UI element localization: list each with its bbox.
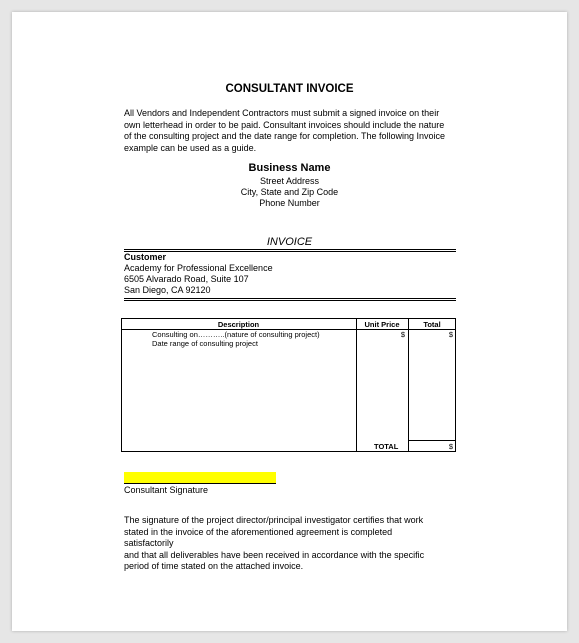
certification-paragraph [124, 515, 442, 573]
intro-line: of the consulting project and the date range for completion. The following Invoice [124, 131, 446, 141]
certification-line: The signature of the project director/principal investigator certifies that work [124, 515, 424, 525]
customer-line: San Diego, CA 92120 [124, 285, 211, 295]
invoice-divider [124, 251, 456, 252]
invoice-heading: INVOICE [266, 236, 313, 248]
invoice-divider [124, 249, 456, 250]
total-label: TOTAL [374, 442, 399, 451]
certification-line: stated in the invoice of the aforementioned agreement is completed satisfactorily [124, 526, 393, 548]
intro-line: All Vendors and Independent Contractors must submit a signed invoice on their [124, 108, 440, 118]
customer-divider [124, 298, 456, 299]
signature-highlight[interactable] [124, 472, 276, 483]
business-street: Street Address [259, 176, 320, 186]
line-item-description: Date range of consulting project [152, 339, 258, 348]
business-city-state-zip: City, State and Zip Code [240, 187, 339, 197]
unit-price-header: Unit Price [364, 320, 400, 329]
line-item-description: Consulting on………..(nature of consulting project) [152, 330, 320, 339]
signature-line [124, 483, 276, 484]
line-item-total: $ [448, 330, 453, 339]
customer-line: Academy for Professional Excellence [124, 263, 273, 273]
intro-paragraph [124, 108, 460, 154]
invoice-page [12, 12, 567, 631]
business-phone: Phone Number [259, 198, 320, 208]
customer-line: 6505 Alvarado Road, Suite 107 [124, 274, 249, 284]
business-name: Business Name [248, 162, 331, 174]
certification-line: and that all deliverables have been received in accordance with the specific [124, 549, 425, 560]
intro-line: own letterhead in order to be paid. Consultant invoices should include the nature [124, 119, 445, 130]
signature-label: Consultant Signature [124, 485, 209, 495]
line-item-unit-price: $ [400, 330, 405, 339]
total-value: $ [448, 442, 453, 451]
description-header: Description [217, 320, 260, 329]
customer-label: Customer [124, 252, 167, 262]
customer-divider [124, 300, 456, 301]
certification-line: period of time stated on the attached invoice. [124, 561, 304, 571]
intro-line: example can be used as a guide. [124, 142, 257, 153]
total-header: Total [423, 320, 441, 329]
document-title: CONSULTANT INVOICE [225, 83, 354, 95]
